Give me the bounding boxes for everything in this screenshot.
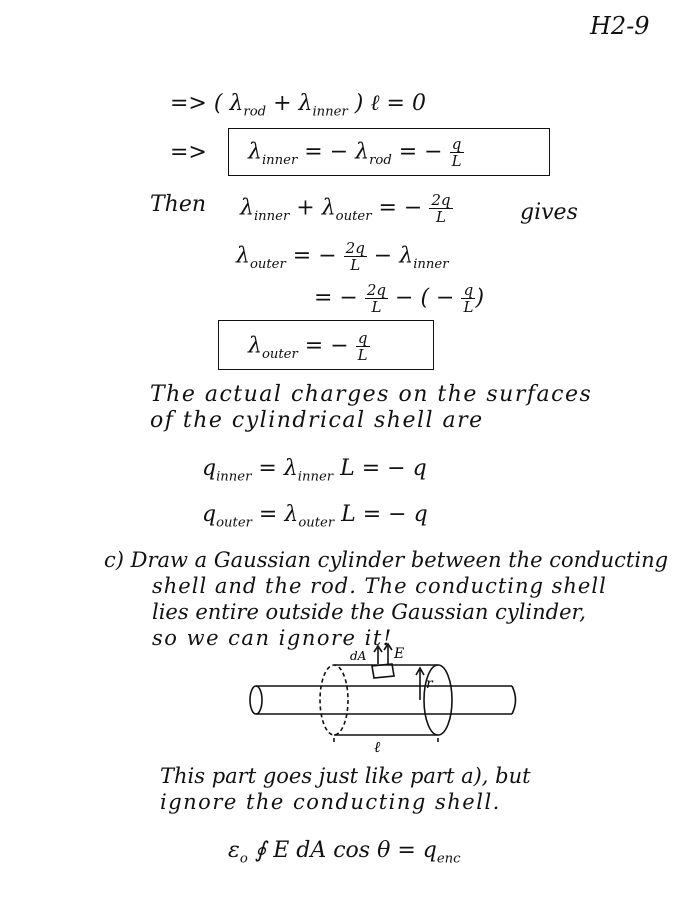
- text-actual-charges-line1: The actual charges on the surfaces: [150, 382, 593, 407]
- frac-num: 2q: [345, 239, 365, 257]
- frac-den: L: [357, 346, 368, 364]
- eq7-rest: L = − q: [333, 456, 427, 481]
- part-c-line1: c) Draw a Gaussian cylinder between the conducting: [104, 548, 669, 572]
- text-part-like-a-line1: This part goes just like part a), but: [160, 764, 531, 788]
- part-c-line2: shell and the rod. The conducting shell: [152, 574, 607, 598]
- eq8-q: q: [202, 502, 217, 527]
- frac-den: L: [451, 152, 462, 170]
- frac-num: 2q: [366, 281, 387, 299]
- frac-den: L: [350, 256, 361, 274]
- then-plus: + λ: [289, 195, 336, 221]
- eq9-integral: ∮ E dA cos θ = q: [247, 838, 437, 863]
- eq6-lambda: λ: [248, 333, 262, 359]
- eq6-eq: = −: [297, 333, 349, 359]
- eq2-sub-inner: inner: [261, 152, 298, 168]
- eq4-lambda: λ: [236, 243, 250, 269]
- then-sub-outer: outer: [335, 208, 372, 224]
- radius-label: r: [426, 676, 433, 692]
- eq1-rhs: ) ℓ = 0: [347, 91, 426, 116]
- then-sub-inner: inner: [253, 208, 290, 224]
- frac-num: 2q: [431, 191, 451, 209]
- eq2-sub-rod: rod: [369, 152, 392, 168]
- eq5-eq: = −: [314, 285, 358, 311]
- eq4-minus: − λ: [366, 243, 414, 269]
- frac-num: q: [461, 282, 475, 299]
- part-c-line3: lies entire outside the Gaussian cylinder,: [152, 600, 586, 624]
- then-word: Then: [150, 192, 207, 217]
- frac-num: q: [356, 330, 370, 347]
- E-label: E: [394, 646, 405, 662]
- eq9-eps-sub: o: [239, 851, 248, 867]
- area-element-patch: [372, 664, 394, 678]
- rod-left-end: [250, 686, 262, 714]
- dA-label: dA: [350, 649, 367, 663]
- page-label: H2-9: [590, 12, 650, 40]
- eq8-eq: = λ: [251, 502, 299, 527]
- eq1-lhs: ( λ: [213, 91, 244, 116]
- frac-den: L: [463, 298, 474, 316]
- eq1-sub-inner: inner: [312, 104, 348, 120]
- eq9-eps: ε: [228, 838, 240, 863]
- eq4-sub-inner: inner: [413, 256, 449, 272]
- equation-gauss-law: [228, 838, 461, 866]
- text-part-like-a-line2: ignore the conducting shell.: [160, 790, 501, 814]
- eq2-lambda: λ: [248, 139, 262, 165]
- eq2-mid: = − λ: [297, 139, 370, 165]
- eq2-eq: = −: [391, 139, 443, 165]
- eq8-rest: L = − q: [334, 502, 428, 527]
- eq6-sub-outer: outer: [261, 346, 298, 362]
- eq7-eq: = λ: [251, 456, 298, 481]
- frac-den: L: [435, 208, 446, 226]
- gives-word: gives: [520, 200, 578, 225]
- implies-arrow: =>: [170, 91, 207, 116]
- eq1-sub-rod: rod: [243, 104, 267, 120]
- equation-lambda-inner-arrow: =>: [170, 140, 207, 165]
- part-c-line4: so we can ignore it!: [152, 626, 393, 650]
- eq5-paren-close: ): [475, 285, 485, 311]
- eq8-sub-outer2: outer: [298, 515, 335, 531]
- gaussian-cylinder-left-cap: [320, 665, 348, 735]
- length-label: ℓ: [374, 738, 381, 756]
- eq7-sub-inner2: inner: [297, 469, 334, 485]
- eq1-plus: + λ: [266, 91, 313, 116]
- eq7-q: q: [202, 456, 217, 481]
- eq7-sub-inner: inner: [216, 469, 252, 485]
- eq4-eq: = −: [285, 243, 337, 269]
- then-eq: = −: [371, 195, 423, 221]
- eq9-sub-enc: enc: [436, 851, 461, 867]
- text-actual-charges-line2: of the cylindrical shell are: [150, 408, 484, 433]
- eq4-sub-outer: outer: [249, 256, 286, 272]
- eq5-paren-open: − ( −: [388, 285, 455, 311]
- then-lambda: λ: [240, 195, 254, 221]
- eq8-sub-outer: outer: [216, 515, 252, 531]
- frac-num: q: [450, 136, 464, 153]
- frac-den: L: [371, 298, 382, 316]
- rod-right-end: [512, 686, 516, 714]
